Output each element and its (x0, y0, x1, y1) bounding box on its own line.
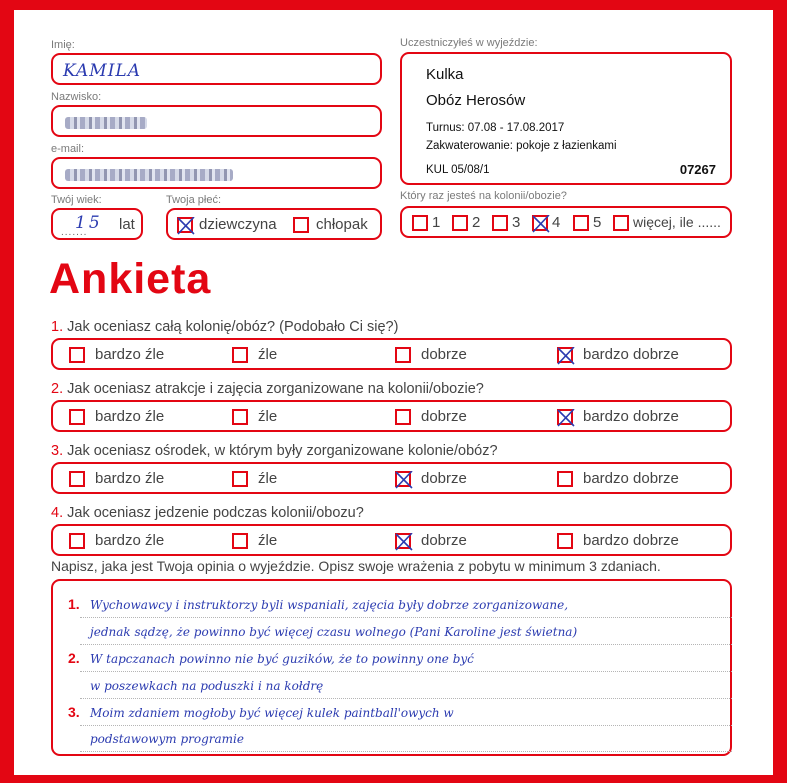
times-1-label: 1 (432, 214, 441, 231)
question-number: 3. (51, 443, 64, 459)
rating-option-label: źle (258, 532, 278, 549)
question-1-option-2-checkbox[interactable] (232, 347, 248, 363)
trip-box (400, 52, 732, 185)
question-3-text (51, 443, 498, 459)
rating-option-label: bardzo dobrze (583, 532, 679, 549)
check-mark-icon (532, 215, 550, 233)
rating-option-label: bardzo źle (95, 346, 165, 363)
question-4-option-3-checkbox[interactable] (395, 533, 411, 549)
age-field[interactable]: ....... 15 lat (51, 208, 143, 240)
trip-number: 07267 (679, 162, 716, 177)
times-4-label: 4 (552, 214, 561, 231)
redacted-email (65, 169, 233, 181)
question-4-text (51, 505, 364, 521)
question-2-option-1-checkbox[interactable] (69, 409, 85, 425)
question-label: Jak oceniasz całą kolonię/obóz? (Podobało Ci się?) (67, 319, 399, 335)
opinion-line: podstawowym programie (90, 732, 244, 746)
question-2-option-3-checkbox[interactable] (395, 409, 411, 425)
name-field[interactable] (51, 53, 382, 85)
opinion-3-number: 3. (68, 704, 80, 720)
question-2-options (51, 400, 732, 432)
rating-option-label: dobrze (421, 346, 467, 363)
opinion-1-number: 1. (68, 596, 80, 612)
times-3-label: 3 (512, 214, 521, 231)
question-1-option-4-checkbox[interactable] (557, 347, 573, 363)
opinion-2-number: 2. (68, 650, 80, 666)
times-3-checkbox[interactable] (492, 215, 508, 231)
question-4-option-2-checkbox[interactable] (232, 533, 248, 549)
times-field (400, 206, 732, 238)
opinion-line: w poszewkach na poduszki i na kołdrę (90, 679, 324, 693)
gender-female-label: dziewczyna (199, 216, 277, 233)
question-1-option-3-checkbox[interactable] (395, 347, 411, 363)
name-label: Imię: (51, 39, 75, 51)
turnus-value: 07.08 - 17.08.2017 (467, 122, 565, 134)
question-2-text (51, 381, 484, 397)
opinion-line: Moim zdaniem mogłoby być więcej kulek paintball'owych w (90, 706, 454, 720)
trip-code: KUL 05/08/1 (426, 164, 490, 176)
question-label: Jak oceniasz jedzenie podczas kolonii/obozu? (67, 505, 364, 521)
question-4-option-4-checkbox[interactable] (557, 533, 573, 549)
times-1-checkbox[interactable] (412, 215, 428, 231)
times-more-label: więcej, ile ...... (633, 214, 721, 230)
times-2-checkbox[interactable] (452, 215, 468, 231)
rating-option-label: bardzo źle (95, 470, 165, 487)
question-3-option-4-checkbox[interactable] (557, 471, 573, 487)
times-5-checkbox[interactable] (573, 215, 589, 231)
times-label: Który raz jesteś na kolonii/obozie? (400, 190, 567, 202)
name-value: KAMILA (63, 61, 141, 81)
trip-label: Uczestniczyłeś w wyjeździe: (400, 37, 538, 49)
question-number: 2. (51, 381, 64, 397)
trip-company: Kulka (426, 66, 464, 83)
trip-camp: Obóz Herosów (426, 92, 526, 109)
age-unit: lat (119, 216, 135, 233)
question-1-text (51, 319, 398, 335)
check-mark-icon (557, 409, 575, 427)
rating-option-label: dobrze (421, 532, 467, 549)
question-1-option-1-checkbox[interactable] (69, 347, 85, 363)
email-label: e-mail: (51, 143, 85, 155)
rating-option-label: bardzo dobrze (583, 408, 679, 425)
rating-option-label: dobrze (421, 408, 467, 425)
times-4-checkbox[interactable] (532, 215, 548, 231)
rating-option-label: źle (258, 408, 278, 425)
opinion-line: jednak sądzę, że powinno być więcej czasu wolnego (Pani Karoline jest świetna) (90, 625, 578, 639)
rating-option-label: źle (258, 346, 278, 363)
rating-option-label: bardzo dobrze (583, 346, 679, 363)
rating-option-label: bardzo dobrze (583, 470, 679, 487)
question-3-option-3-checkbox[interactable] (395, 471, 411, 487)
opinion-line: W tapczanach powinno nie być guzików, że to powinny one być (90, 652, 474, 666)
question-2-option-4-checkbox[interactable] (557, 409, 573, 425)
opinion-line: Wychowawcy i instruktorzy byli wspaniali, zajęcia były dobrze zorganizowane, (90, 598, 569, 612)
check-mark-icon (395, 533, 413, 551)
question-2-option-2-checkbox[interactable] (232, 409, 248, 425)
gender-male-label: chłopak (316, 216, 368, 233)
rating-option-label: bardzo źle (95, 408, 165, 425)
times-more-checkbox[interactable] (613, 215, 629, 231)
question-4-option-1-checkbox[interactable] (69, 533, 85, 549)
question-number: 4. (51, 505, 64, 521)
question-1-options (51, 338, 732, 370)
question-label: Jak oceniasz atrakcje i zajęcia zorganizowane na kolonii/obozie? (67, 381, 484, 397)
question-number: 1. (51, 319, 64, 335)
question-4-options (51, 524, 732, 556)
redacted-surname (65, 117, 147, 129)
age-label: Twój wiek: (51, 194, 102, 206)
rating-option-label: bardzo źle (95, 532, 165, 549)
check-mark-icon (177, 217, 195, 235)
gender-male-checkbox[interactable] (293, 217, 309, 233)
times-5-label: 5 (593, 214, 602, 231)
email-field[interactable] (51, 157, 382, 189)
question-3-option-2-checkbox[interactable] (232, 471, 248, 487)
question-3-option-1-checkbox[interactable] (69, 471, 85, 487)
gender-label: Twoja płeć: (166, 194, 222, 206)
rating-option-label: źle (258, 470, 278, 487)
check-mark-icon (395, 471, 413, 489)
gender-field (166, 208, 382, 240)
age-value: 15 (75, 213, 103, 233)
check-mark-icon (557, 347, 575, 365)
rating-option-label: dobrze (421, 470, 467, 487)
question-3-options (51, 462, 732, 494)
times-2-label: 2 (472, 214, 481, 231)
lodging-label: Zakwaterowanie: (426, 140, 513, 152)
question-label: Jak oceniasz ośrodek, w którym były zorganizowane kolonie/obóz? (67, 443, 498, 459)
opinion-prompt: Napisz, jaka jest Twoja opinia o wyjeździe. Opisz swoje wrażenia z pobytu w minimum 3 zdaniach. (51, 558, 661, 574)
lodging-value: pokoje z łazienkami (516, 140, 617, 152)
gender-female-checkbox[interactable] (177, 217, 193, 233)
survey-title: Ankieta (49, 255, 212, 303)
surname-label: Nazwisko: (51, 91, 102, 103)
turnus-label: Turnus: (426, 122, 465, 134)
surname-field[interactable] (51, 105, 382, 137)
